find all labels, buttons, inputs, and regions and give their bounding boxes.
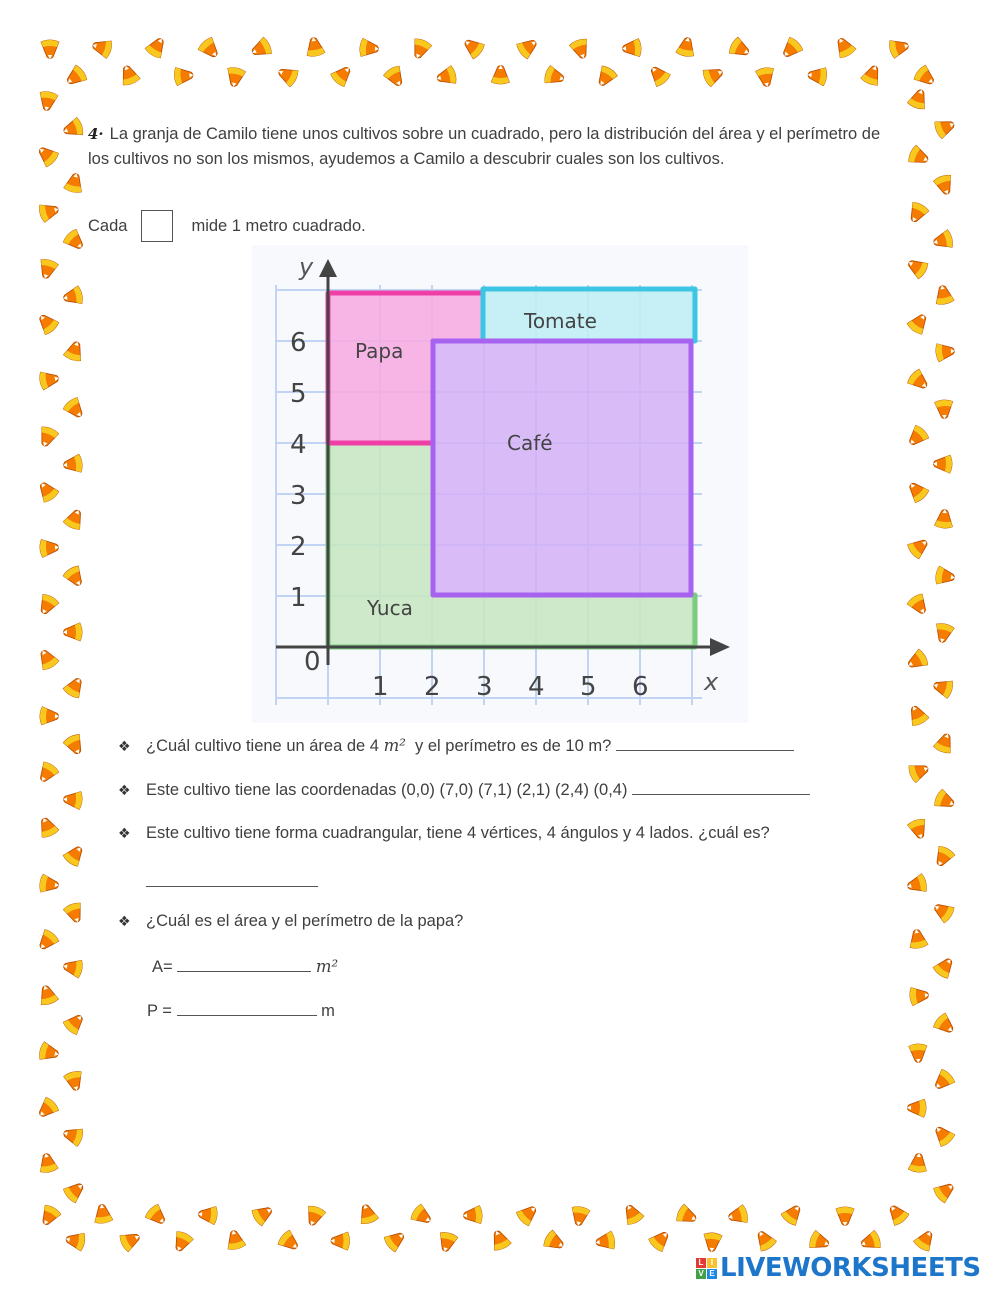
candy-corn-icon [905, 873, 928, 895]
candy-corn-icon [61, 957, 83, 978]
candy-corn-icon [930, 1122, 956, 1148]
candy-corn-icon [858, 1230, 882, 1253]
candy-corn-icon [61, 285, 84, 307]
y-tick-label: 5 [290, 379, 307, 409]
candy-corn-icon [383, 1227, 409, 1253]
candy-corn-icon [703, 1232, 723, 1252]
candy-corn-icon [935, 566, 957, 587]
candy-corn-icon [808, 1230, 832, 1253]
question-1-unit: m² [383, 736, 406, 755]
cafe-label: Café [507, 431, 553, 455]
candy-corn-icon [907, 818, 930, 842]
candy-corn-icon [752, 1227, 777, 1253]
question-number: 4· [88, 125, 104, 143]
candy-corn-icon [36, 258, 59, 281]
candy-corn-icon [35, 814, 59, 839]
candy-corn-icon [38, 1041, 61, 1063]
candy-corn-icon [275, 63, 300, 88]
candy-corn-icon [569, 1206, 590, 1228]
candy-corn-icon [913, 64, 939, 90]
candy-corn-icon [383, 65, 408, 91]
candy-corn-icon [906, 368, 932, 394]
candy-corn-icon [62, 506, 86, 531]
answer-blank-1[interactable] [616, 736, 794, 751]
question-4-text [88, 122, 903, 172]
candy-corn-icon [277, 1229, 303, 1255]
y-tick-label: 1 [290, 583, 307, 613]
candy-corn-icon [935, 342, 956, 362]
candy-corn-icon [35, 646, 60, 671]
candy-corn-icon [909, 986, 930, 1006]
candy-corn-icon [907, 928, 928, 950]
x-tick-label: 1 [372, 672, 389, 702]
candy-corn-icon [62, 674, 87, 700]
candy-corn-icon [621, 38, 641, 57]
candy-corn-icon [37, 91, 58, 113]
candy-corn-icon [907, 1099, 927, 1118]
candy-corn-icon [197, 1205, 218, 1225]
candy-corn-icon [905, 201, 930, 226]
candy-corn-icon [34, 142, 60, 168]
candy-corn-icon [170, 1230, 194, 1255]
candy-corn-icon [409, 1203, 435, 1229]
candy-corn-icon [491, 65, 509, 84]
candy-corn-icon [932, 1012, 958, 1038]
candy-corn-icon [63, 171, 85, 194]
candy-corn-icon [908, 1152, 928, 1173]
candy-corn-icon [62, 454, 83, 474]
candy-corn-icon [904, 648, 929, 673]
y-tick-label: 3 [290, 481, 307, 511]
candy-corn-icon [34, 1096, 60, 1122]
answer-blank-3[interactable] [146, 872, 318, 887]
candy-corn-icon [675, 1204, 700, 1228]
candy-corn-icon [118, 1228, 143, 1253]
candy-corn-icon [904, 478, 930, 504]
candy-corn-icon [329, 62, 355, 88]
candy-corn-icon [224, 1228, 246, 1251]
x-tick-label: 2 [424, 672, 441, 702]
liveworksheets-logo [696, 1253, 981, 1283]
question-3 [118, 824, 770, 843]
candy-corn-icon [174, 66, 194, 86]
candy-corn-icon [932, 954, 958, 980]
area-line [152, 957, 338, 977]
candy-corn-icon [930, 1068, 956, 1094]
candy-corn-icon [144, 34, 169, 60]
question-3-text: Este cultivo tiene forma cuadrangular, tiene 4 vértices, 4 ángulos y 4 lados. ¿cuál es? [146, 824, 770, 842]
candy-corn-icon [907, 760, 931, 784]
candy-corn-icon [542, 1229, 567, 1254]
candy-corn-icon [41, 40, 59, 59]
y-tick-label: 2 [290, 532, 307, 562]
question-1-text: ¿Cuál cultivo tiene un área de 4 [146, 737, 379, 755]
candy-corn-icon [906, 592, 932, 618]
unit-line [88, 210, 366, 242]
candy-corn-icon [933, 788, 958, 812]
candy-corn-icon [64, 1230, 86, 1251]
crop-grid-graph [252, 245, 748, 723]
candy-corn-icon [906, 310, 932, 336]
candy-corn-icon [36, 425, 60, 449]
candy-corn-icon [935, 400, 954, 420]
candy-corn-icon [197, 36, 223, 62]
x-tick-label: 4 [528, 672, 545, 702]
candy-corn-icon [409, 37, 433, 61]
candy-corn-icon [593, 64, 618, 90]
candy-corn-icon [778, 36, 804, 62]
candy-corn-icon [356, 1202, 379, 1226]
candy-corn-icon [63, 1070, 85, 1093]
candy-corn-icon [62, 790, 82, 810]
candy-corn-icon [35, 593, 60, 618]
candy-corn-icon [61, 117, 85, 140]
candy-corn-icon [860, 62, 884, 87]
x-tick-label: 6 [632, 672, 649, 702]
question-4 [118, 912, 463, 931]
candy-corn-icon [330, 1232, 349, 1250]
candy-corn-icon [36, 983, 59, 1007]
candy-corn-icon [909, 1044, 928, 1064]
candy-corn-icon [931, 676, 954, 699]
candy-corn-icon [934, 508, 954, 528]
candy-corn-icon [806, 66, 827, 86]
answer-blank-2[interactable] [632, 780, 810, 795]
diamond-bullet-icon: ❖ [118, 825, 131, 841]
candy-corn-icon [37, 1204, 62, 1229]
candy-corn-icon [515, 34, 541, 60]
candy-corn-icon [39, 874, 60, 894]
candy-corn-icon [543, 65, 566, 88]
candy-corn-icon [359, 38, 380, 58]
candy-corn-icon [645, 62, 671, 88]
candy-corn-icon [63, 901, 87, 925]
y-tick-label: 4 [290, 430, 307, 460]
candy-corn-icon [250, 1202, 276, 1227]
candy-corn-icon [460, 34, 486, 60]
candy-corn-icon [62, 1010, 88, 1036]
candy-corn-icon [907, 145, 932, 169]
candy-corn-icon [62, 1178, 88, 1204]
candy-corn-icon [436, 1231, 458, 1254]
candy-corn-icon [569, 37, 592, 61]
perimeter-line [147, 1001, 335, 1021]
question-2-text: Este cultivo tiene las coordenadas (0,0) (7,0) (7,1) (2,1) (2,4) (0,4) [146, 781, 628, 799]
candy-corn-icon [676, 35, 698, 57]
area-unit: m² [315, 957, 339, 976]
tomate-label: Tomate [524, 309, 597, 333]
candy-corn-icon [933, 731, 957, 755]
candy-corn-icon [63, 623, 82, 641]
candy-corn-icon [34, 478, 60, 504]
x-tick-label: 3 [476, 672, 493, 702]
candy-corn-icon [933, 455, 952, 473]
candy-corn-icon [488, 1227, 512, 1252]
candy-corn-icon [913, 1227, 938, 1253]
y-axis-label: y [299, 253, 314, 281]
y-tick-label: 6 [290, 328, 307, 358]
candy-corn-icon [701, 63, 726, 87]
candy-corn-icon [780, 1201, 806, 1227]
candy-corn-icon [40, 707, 60, 726]
candy-corn-icon [594, 1231, 616, 1252]
candy-corn-icon [904, 424, 930, 450]
candy-corn-icon [931, 845, 956, 870]
x-axis-label: x [704, 668, 719, 696]
candy-corn-icon [38, 200, 61, 223]
candy-corn-icon [144, 1203, 170, 1229]
candy-corn-icon [37, 1151, 59, 1173]
perimeter-answer-blank[interactable] [177, 1001, 317, 1016]
candy-corn-icon [34, 310, 60, 336]
perimeter-label: P = [147, 1002, 172, 1020]
candy-corn-icon [755, 67, 776, 89]
candy-corn-icon [884, 1201, 910, 1227]
candy-corn-icon [932, 1178, 958, 1204]
candy-corn-icon [906, 534, 932, 560]
candy-corn-icon [905, 702, 930, 727]
logo-text: LIVEWORKSHEETS [720, 1253, 981, 1283]
candy-corn-icon [515, 1201, 541, 1227]
candy-corn-icon [933, 174, 956, 198]
candy-corn-icon [93, 1203, 113, 1224]
question-2 [118, 780, 810, 800]
candy-corn-icon [62, 228, 88, 254]
candy-corn-icon [304, 36, 325, 58]
question-1-text-end: y el perímetro es de 10 m? [415, 737, 612, 755]
perimeter-unit: m [321, 1002, 335, 1020]
candy-corn-icon [61, 1124, 84, 1147]
candy-corn-icon [248, 36, 273, 61]
candy-corn-icon [933, 283, 954, 305]
candy-corn-icon [888, 37, 911, 59]
cafe-region [433, 341, 691, 595]
candy-corn-icon [39, 369, 61, 390]
candy-corn-icon [435, 65, 458, 87]
candy-corn-icon [832, 34, 857, 59]
candy-corn-icon [836, 1207, 854, 1226]
unit-prefix: Cada [88, 216, 128, 235]
origin-label: 0 [304, 647, 321, 677]
candy-corn-icon [62, 842, 88, 868]
question-statement: La granja de Camilo tiene unos cultivos sobre un cuadrado, pero la distribución del área y el perímetro de los cultivos no son los mismos, ayudemos a Camilo a descubrir cuales son los cultivos. [88, 125, 881, 168]
candy-corn-icon [90, 36, 113, 59]
x-tick-label: 5 [580, 672, 597, 702]
candy-corn-icon [933, 115, 958, 139]
candy-corn-icon [930, 898, 956, 923]
candy-corn-icon [647, 1227, 673, 1253]
candy-corn-icon [931, 229, 954, 251]
candy-corn-icon [933, 622, 955, 645]
candy-corn-icon [462, 1205, 482, 1224]
candy-corn-icon [303, 1204, 326, 1228]
candy-corn-icon [907, 87, 930, 111]
yuca-label: Yuca [367, 596, 413, 620]
candy-corn-icon [63, 339, 86, 363]
papa-label: Papa [355, 339, 404, 363]
diamond-bullet-icon: ❖ [118, 913, 131, 929]
unit-square-icon [141, 210, 173, 242]
diamond-bullet-icon: ❖ [118, 782, 131, 798]
diamond-bullet-icon: ❖ [118, 738, 131, 754]
candy-corn-icon [34, 928, 60, 954]
candy-corn-icon [726, 1204, 749, 1226]
question-4-text: ¿Cuál es el área y el perímetro de la papa? [146, 912, 464, 930]
candy-corn-icon [620, 1201, 645, 1226]
area-label: A= [152, 958, 173, 976]
unit-suffix: mide 1 metro cuadrado. [191, 216, 366, 235]
candy-corn-icon [904, 255, 930, 280]
candy-corn-icon [34, 760, 60, 786]
candy-corn-icon [62, 733, 87, 758]
candy-corn-icon [728, 36, 753, 61]
candy-corn-icon [62, 564, 87, 590]
candy-corn-icon [62, 64, 88, 90]
candy-corn-icon [225, 66, 246, 88]
area-answer-blank[interactable] [177, 957, 311, 972]
question-1 [118, 736, 794, 756]
candy-corn-icon [62, 396, 88, 422]
candy-corn-icon [117, 63, 141, 87]
question-3-answer [146, 872, 318, 892]
liveworksheets-badge-icon: L I V E [696, 1258, 717, 1279]
candy-corn-icon [39, 538, 59, 557]
